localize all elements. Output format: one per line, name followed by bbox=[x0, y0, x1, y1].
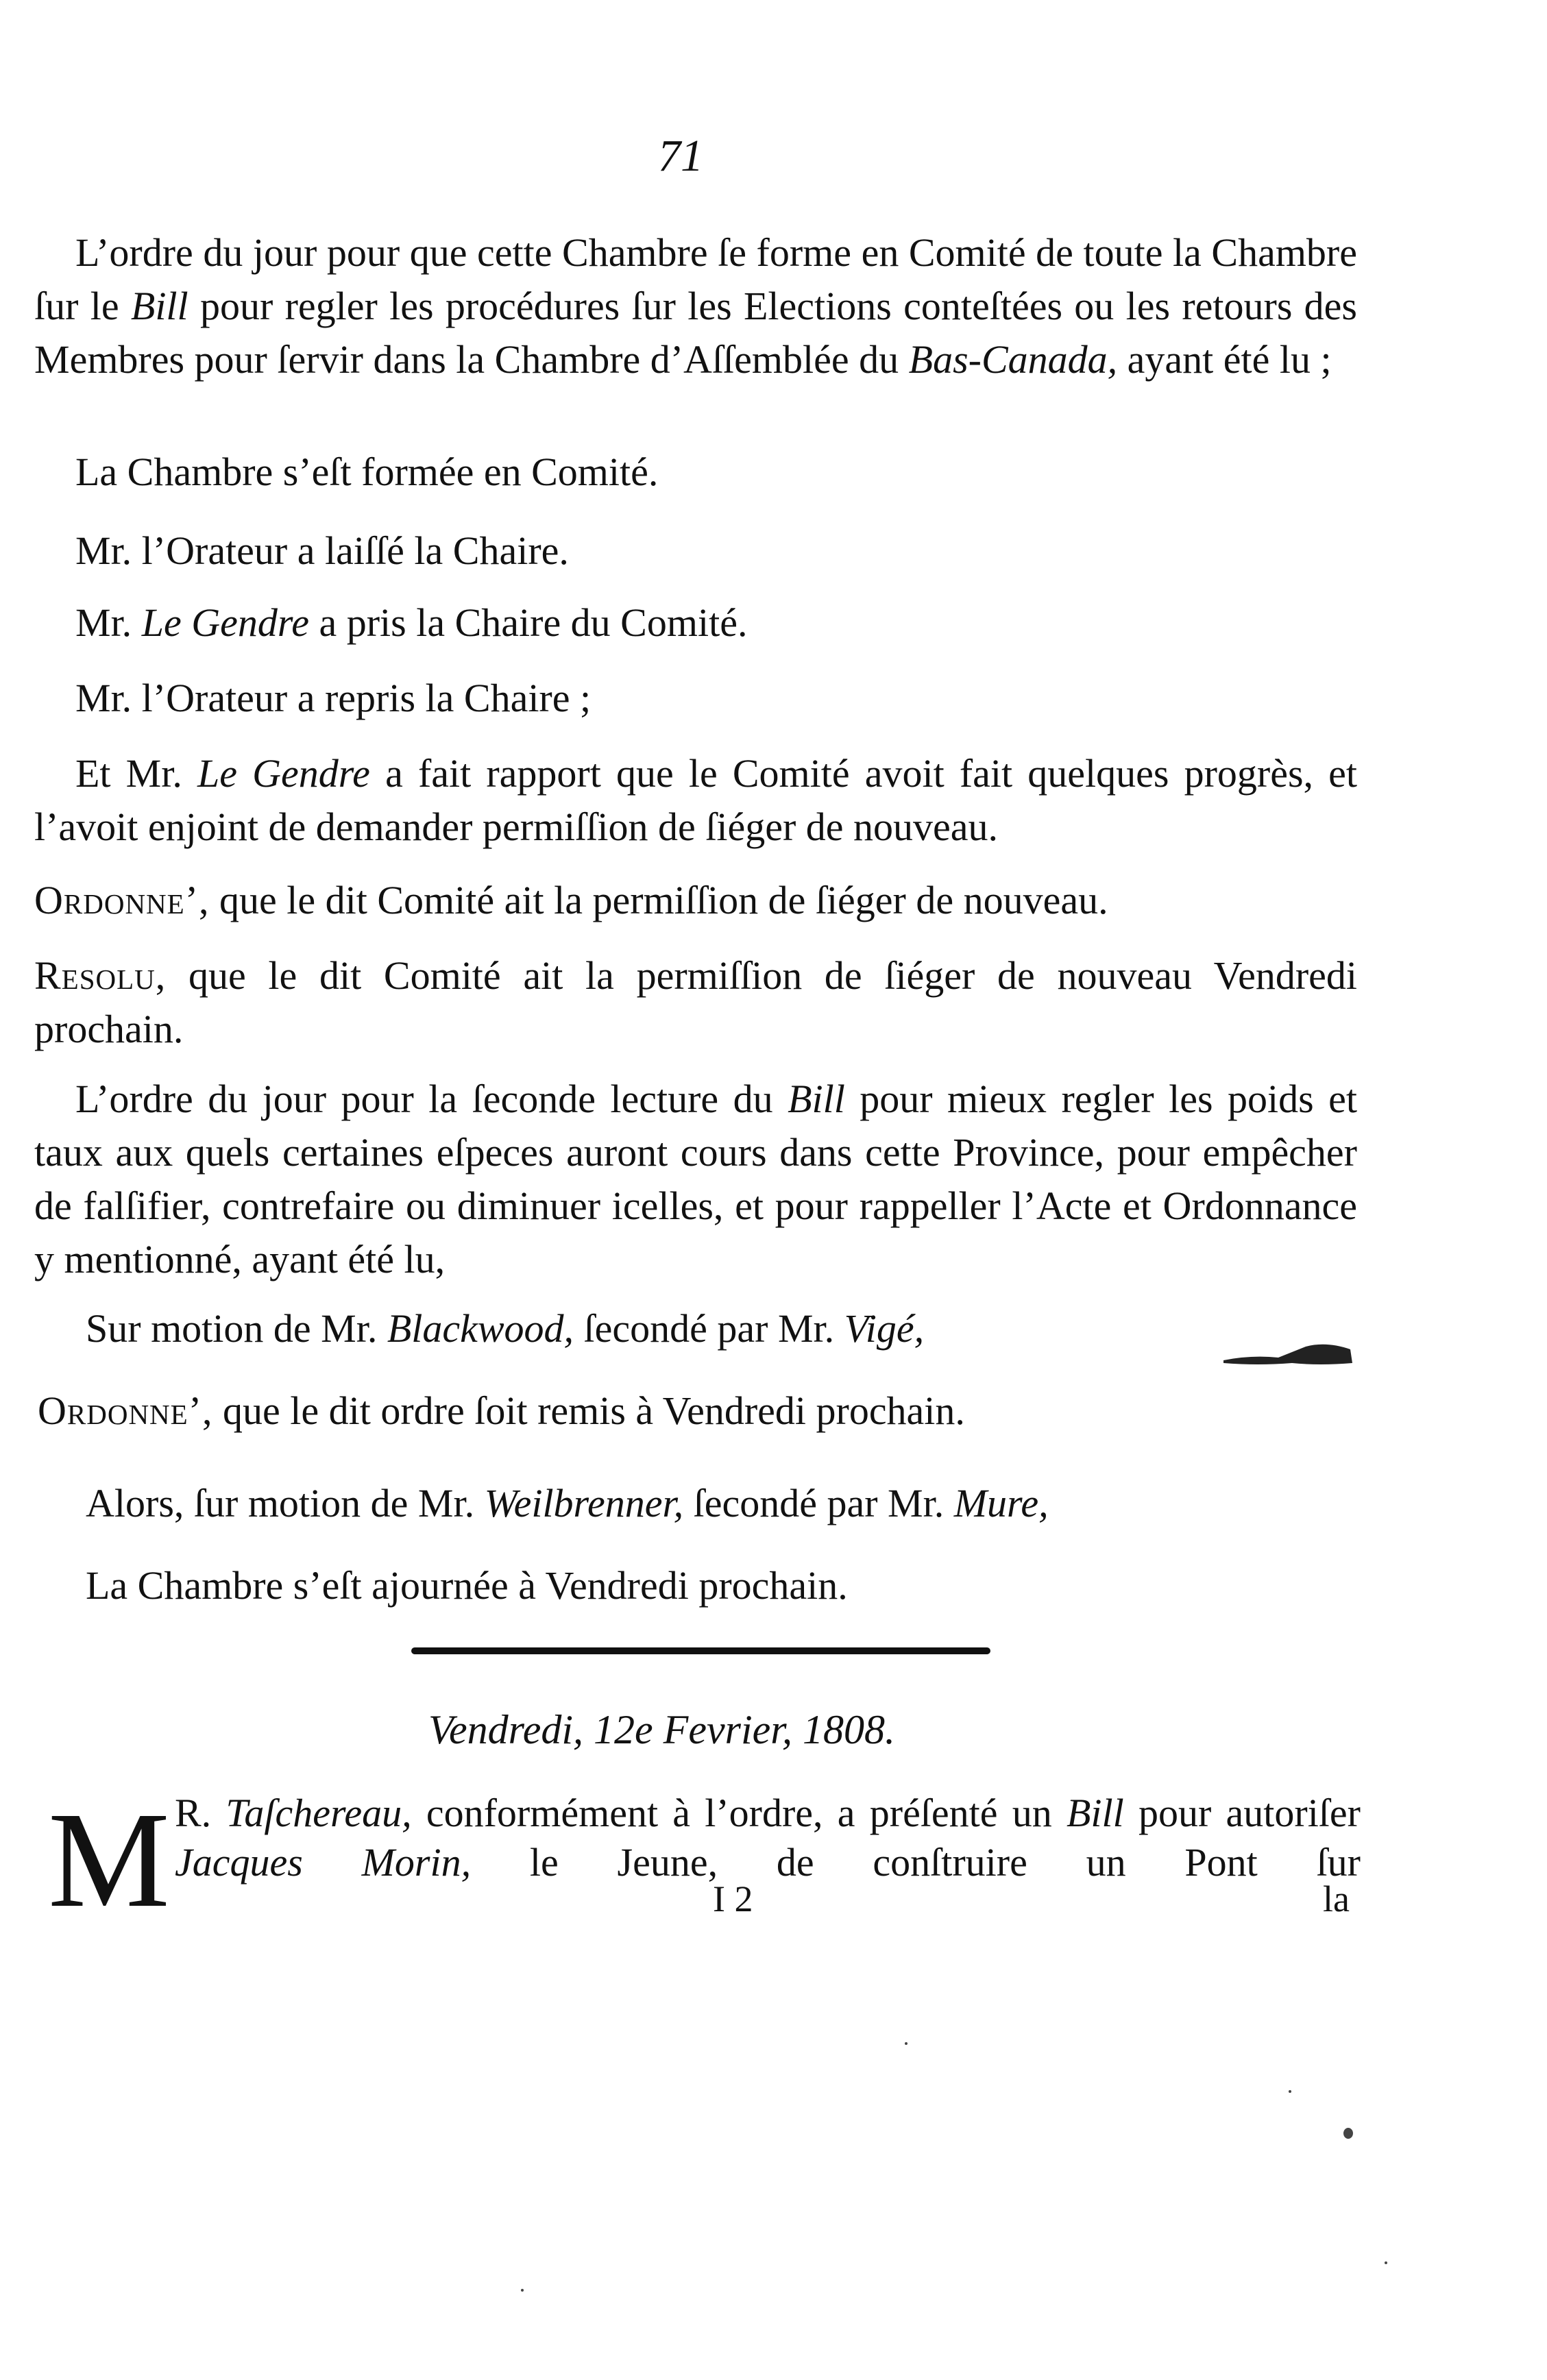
dateline: Vendredi, 12e Fevrier, 1808. bbox=[428, 1707, 895, 1752]
bas-canada-italic: Bas-Canada, bbox=[908, 337, 1118, 382]
line-legendre-took-chair: Mr. Le Gendre a pris la Chaire du Comité. bbox=[75, 600, 748, 645]
ink-speck bbox=[1289, 2090, 1291, 2093]
drop-cap: M bbox=[48, 1784, 170, 1936]
ordonne-label: Ordonne’, bbox=[38, 1388, 213, 1433]
ink-blot-ornament bbox=[1223, 1340, 1354, 1367]
paragraph-resolved: Resolu, que le dit Comité ait la permiſſion de ſiéger de nouveau Vendredi prochain. bbox=[34, 953, 1357, 1051]
signature-mark: I 2 bbox=[713, 1878, 753, 1919]
line-motion-weilbrenner: Alors, ſur motion de Mr. Weilbrenner, ſecondé par Mr. Mure, bbox=[86, 1481, 1049, 1525]
paragraph-taschereau-bill: R. Taſchereau, conformément à l’ordre, a préſenté un Bill pour autoriſer Jacques Morin, le Jeune, de conſtruire un Pont ſur bbox=[175, 1791, 1361, 1885]
section-rule bbox=[411, 1647, 990, 1654]
bill-italic: Bill bbox=[130, 284, 188, 328]
resolu-label: Resolu, bbox=[34, 953, 167, 998]
paragraph-second-reading: L’ordre du jour pour la ſeconde lecture du Bill pour mieux regler les poids et taux aux quels certaines eſpeces auront cours dans cette Province, pour empêcher de falſifier, contrefaire ou diminuer icelles, et pour rappeller l’Acte et Ordonnance y mentionné, ayant été lu, bbox=[34, 1077, 1357, 1281]
ink-speck bbox=[1385, 2261, 1387, 2264]
line-motion-blackwood: Sur motion de Mr. Blackwood, ſecondé par Mr. Vigé, bbox=[86, 1306, 925, 1351]
paragraph-order-of-day-elections: L’ordre du jour pour que cette Chambre ſe forme en Comité de toute la Chambre ſur le Bill pour regler les procédures ſur les Elections conteſtées ou les retours des Membres pour ſervir dans la Chambre d’Aſſemblée du Bas-Canada, ayant été lu ; bbox=[34, 230, 1357, 382]
line-speaker-left-chair: Mr. l’Orateur a laiſſé la Chaire. bbox=[75, 528, 569, 573]
ink-speck bbox=[1343, 2128, 1353, 2139]
line-ordered-leave-sit: Ordonne’, que le dit Comité ait la permiſſion de ſiéger de nouveau. bbox=[34, 878, 1108, 922]
catchword: la bbox=[1323, 1878, 1350, 1919]
page-number: 71 bbox=[658, 131, 703, 181]
line-speaker-resumed-chair: Mr. l’Orateur a repris la Chaire ; bbox=[75, 676, 592, 720]
ordonne-label: Ordonne’, bbox=[34, 878, 210, 922]
ink-speck bbox=[905, 2042, 908, 2045]
line-ordered-deferred: Ordonne’, que le dit ordre ſoit remis à Vendredi prochain. bbox=[38, 1388, 965, 1433]
paragraph-report: Et Mr. Le Gendre a fait rapport que le Comité avoit fait quelques progrès, et l’avoit enjoint de demander permiſſion de ſiéger de nouveau. bbox=[34, 751, 1358, 849]
line-house-adjourned: La Chambre s’eſt ajournée à Vendredi prochain. bbox=[86, 1563, 848, 1608]
line-house-formed-committee: La Chambre s’eſt formée en Comité. bbox=[75, 450, 659, 494]
ink-speck bbox=[521, 2289, 524, 2292]
